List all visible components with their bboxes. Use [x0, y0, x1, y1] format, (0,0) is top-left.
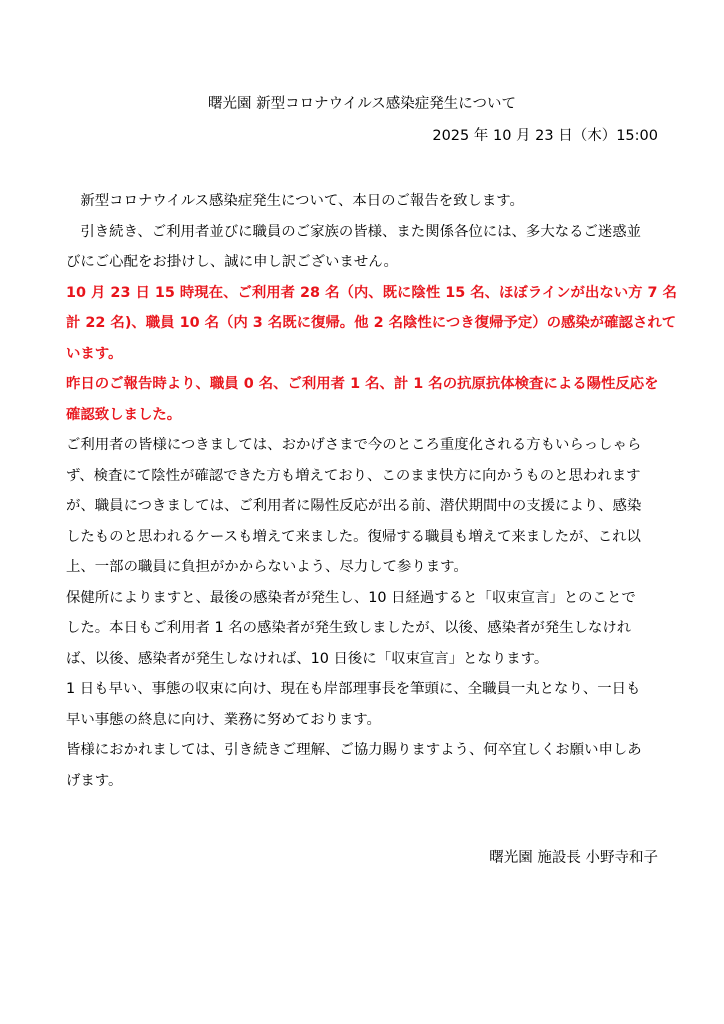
body-line: 皆様におかれましては、引き続きご理解、ご協力賜りますよう、何卒宜しくお願い申しあ: [66, 742, 642, 758]
body-line: が、職員につきましては、ご利用者に陽性反応が出る前、潜伏期間中の支援により、感染: [66, 498, 642, 514]
body-line: したものと思われるケースも増えて来ました。復帰する職員も増えて来ましたが、これ以: [66, 528, 641, 545]
body-line: ご利用者の皆様につきましては、おかげさまで今のところ重度化される方もいらっしゃら: [66, 437, 642, 453]
document-title: 曙光園 新型コロナウイルス感染症発生について: [208, 96, 516, 112]
body-line: げます。: [66, 772, 123, 789]
body-line: 引き続き、ご利用者並びに職員のご家族の皆様、また関係各位には、多大なるご迷惑並: [66, 223, 642, 240]
body-line-highlight: 確認致しました。: [66, 406, 182, 423]
body-line: 新型コロナウイルス感染症発生について、本日のご報告を致します。: [66, 193, 524, 209]
body-line-highlight: 10 月 23 日 15 時現在、ご利用者 28 名（内、既に陰性 15 名、ほぼラインが出ない方 7 名: [66, 284, 677, 301]
body-line-highlight: います。: [66, 345, 123, 362]
body-line-highlight: 昨日のご報告時より、職員 0 名、ご利用者 1 名、計 1 名の抗原抗体検査による陽性反応を: [66, 376, 659, 392]
body-line: 上、一部の職員に負担がかからないよう、尽力して参ります。: [66, 559, 468, 575]
body-line-highlight: 計 22 名)、職員 10 名（内 3 名既に復帰。他 2 名陰性につき復帰予定）の感染が確認されて: [66, 315, 677, 331]
body-line: ば、以後、感染者が発生しなければ、10 日後に「収束宣言」となります。: [66, 650, 549, 667]
body-line: 保健所によりますと、最後の感染者が発生し、10 日経過すると「収束宣言」とのことで: [66, 589, 636, 606]
body-line: した。本日もご利用者 1 名の感染者が発生致しましたが、以後、感染者が発生しなけれ: [66, 620, 632, 636]
body-line: 1 日も早い、事態の収束に向け、現在も岸部理事長を筆頭に、全職員一丸となり、一日も: [66, 681, 641, 697]
document-date: 2025 年 10 月 23 日（木）15:00: [432, 128, 658, 144]
document-body: [66, 186, 677, 796]
body-line: 早い事態の終息に向け、業務に努めております。: [66, 711, 381, 728]
document-signature: 曙光園 施設長 小野寺和子: [489, 850, 658, 866]
body-line: ず、検査にて陰性が確認できた方も増えており、このまま快方に向かうものと思われます: [66, 467, 641, 484]
body-line: びにご心配をお掛けし、誠に申し訳ございません。: [66, 254, 398, 270]
